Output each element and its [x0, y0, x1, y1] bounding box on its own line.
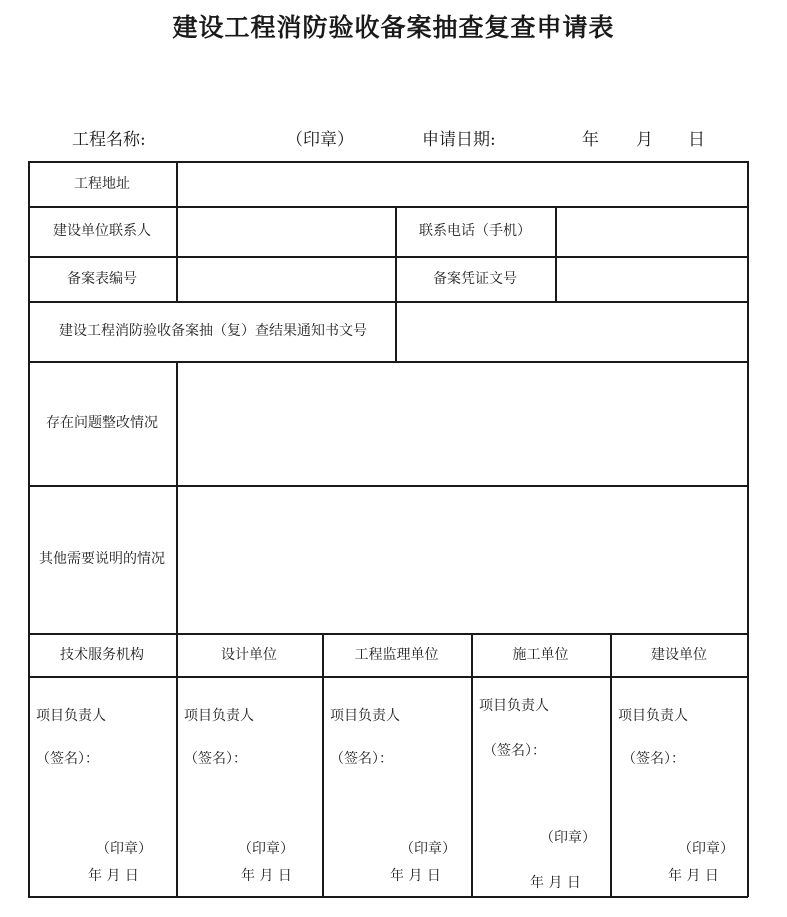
- notice-no-label: 建设工程消防验收备案抽（复）查结果通知书文号: [59, 323, 367, 339]
- responsible-person-label: 项目负责人: [479, 698, 549, 714]
- record-no-label: 备案表编号: [67, 270, 137, 287]
- address-label: 工程地址: [74, 175, 130, 192]
- address-field[interactable]: [176, 161, 748, 206]
- unit-header-tech-service: 技术服务机构: [60, 646, 144, 663]
- phone-field[interactable]: [555, 206, 748, 256]
- rectification-label: 存在问题整改情况: [46, 415, 158, 431]
- application-date-label: 申请日期:: [422, 130, 496, 150]
- sign-date: 年 月 日: [241, 868, 292, 884]
- responsible-person-label: 项目负责人: [36, 708, 106, 724]
- sign-date: 年 月 日: [530, 875, 581, 891]
- unit-header-owner: 建设单位: [651, 646, 707, 663]
- responsible-person-label: 项目负责人: [330, 708, 400, 724]
- signature-label: （签名）：: [622, 751, 685, 767]
- application-table: [28, 161, 748, 897]
- unit-header-design: 设计单位: [221, 646, 277, 663]
- table-border-bottom: [28, 896, 748, 898]
- sign-date: 年 月 日: [88, 868, 139, 884]
- other-field[interactable]: [176, 485, 748, 633]
- seal-label: （印章）: [540, 830, 596, 846]
- contact-label: 建设单位联系人: [53, 223, 151, 239]
- date-day: 日: [688, 130, 705, 150]
- certificate-no-field[interactable]: [555, 256, 748, 301]
- signature-label: （签名）：: [184, 751, 247, 767]
- record-no-field[interactable]: [176, 256, 395, 301]
- seal-label: （印章）: [238, 841, 294, 857]
- phone-label: 联系电话（手机）: [419, 223, 531, 239]
- form-title: 建设工程消防验收备案抽查复查申请表: [172, 13, 615, 42]
- row-rule: [28, 676, 748, 678]
- date-month: 月: [636, 130, 653, 150]
- signature-label: （签名）：: [330, 751, 393, 767]
- sign-date: 年 月 日: [390, 868, 441, 884]
- rectification-field[interactable]: [176, 361, 748, 485]
- certificate-no-label: 备案凭证文号: [433, 270, 517, 287]
- responsible-person-label: 项目负责人: [184, 708, 254, 724]
- responsible-person-label: 项目负责人: [618, 708, 688, 724]
- unit-header-supervision: 工程监理单位: [354, 646, 439, 663]
- signature-label: （签名）：: [36, 751, 99, 767]
- applicant-seal: （印章）: [286, 130, 354, 150]
- seal-label: （印章）: [400, 841, 456, 857]
- date-year: 年: [582, 130, 599, 150]
- seal-label: （印章）: [96, 841, 152, 857]
- contact-field[interactable]: [176, 206, 395, 256]
- other-label: 其他需要说明的情况: [39, 551, 165, 567]
- unit-header-construction: 施工单位: [512, 646, 569, 663]
- seal-label: （印章）: [678, 841, 734, 857]
- project-name-label: 工程名称:: [72, 130, 146, 150]
- notice-no-field[interactable]: [395, 301, 748, 361]
- signature-label: （签名）：: [483, 743, 546, 759]
- sign-date: 年 月 日: [668, 868, 719, 884]
